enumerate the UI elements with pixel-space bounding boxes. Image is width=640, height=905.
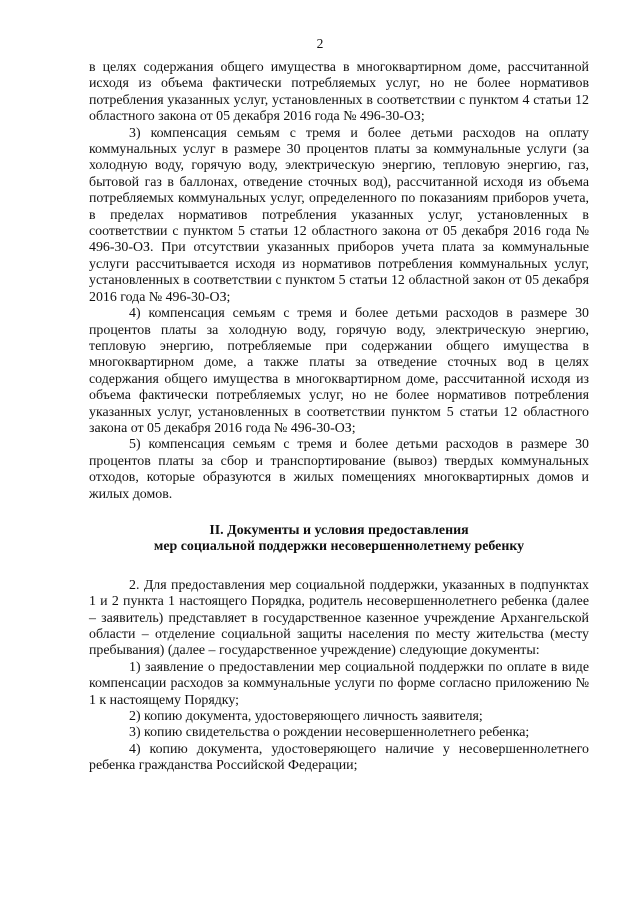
section-heading	[89, 523, 589, 556]
page-number: 2	[316, 36, 324, 51]
paragraph-clause-2: 2. Для предоставления мер социальной поддержки, указанных в подпунктах 1 и 2 пункта 1 настоящего Порядка, родитель несовершеннолетнего ребенка (далее – заявитель) представляет в государственное казенное учреждение Архангельской области – отделение социальной защиты населения по месту жительства (месту пребывания) (далее – государственное учреждение) следующие документы:	[89, 577, 589, 659]
section-heading-line-1: II. Документы и условия предоставления	[209, 522, 469, 538]
paragraph-item-3: 3) компенсация семьям с тремя и более детьми расходов на оплату коммунальных услуг в размере 30 процентов платы за коммунальные услуги (за холодную воду, горячую воду, электрическую энергию, тепловую энергию, газ, бытовой газ в баллонах, отведение сточных вод), рассчитанной исходя из объема потребляемых коммунальных услуг, определенного по показаниям приборов учета, в пределах нормативов потребления указанных услуг, установленных в соответствии с пунктом 5 статьи 12 областного закона от 05 декабря 2016 года № 496-30-ОЗ. При отсутствии указанных приборов учета плата за коммунальные услуги рассчитывается исходя из нормативов потребления коммунальных услуг, установленных в соответствии с пунктом 5 статьи 12 областной закон от 05 декабря 2016 года № 496-30-ОЗ;	[89, 125, 589, 305]
paragraph-doc-1: 1) заявление о предоставлении мер социальной поддержки по оплате в виде компенсации расходов за коммунальные услуги по форме согласно приложению № 1 к настоящему Порядку;	[89, 659, 589, 708]
paragraph-item-5: 5) компенсация семьям с тремя и более детьми расходов в размере 30 процентов платы за сбор и транспортирование (вывоз) твердых коммунальных отходов, которые образуются в жилых помещениях многоквартирных домов и жилых домов.	[89, 437, 589, 502]
paragraph-doc-3: 3) копию свидетельства о рождении несовершеннолетнего ребенка;	[129, 725, 530, 741]
document-body	[89, 60, 589, 775]
paragraph-continuation: в целях содержания общего имущества в многоквартирном доме, рассчитанной исходя из объема фактически потребляемых услуг, но не более нормативов потребления указанных услуг, установленных в соответствии с пунктом 4 статьи 12 областного закона от 05 декабря 2016 года № 496-30-ОЗ;	[89, 60, 589, 125]
paragraph-doc-2: 2) копию документа, удостоверяющего личность заявителя;	[129, 709, 483, 725]
paragraph-doc-4: 4) копию документа, удостоверяющего наличие у несовершеннолетнего ребенка гражданства Российской Федерации;	[89, 741, 589, 774]
paragraph-item-4: 4) компенсация семьям с тремя и более детьми расходов в размере 30 процентов платы за холодную воду, горячую воду, электрическую энергию, тепловую энергию, потребляемые при содержании общего имущества в многоквартирном доме, а также платы за отведение сточных вод в целях содержания общего имущества в многоквартирном доме, рассчитанной исходя из объема фактически потребляемых услуг, но не более нормативов потребления указанных услуг, установленных в соответствии пунктом 5 статьи 12 областного закона от 05 декабря 2016 года № 496-30-ОЗ;	[89, 306, 589, 436]
section-heading-line-2: мер социальной поддержки несовершеннолетнему ребенку	[153, 539, 525, 555]
